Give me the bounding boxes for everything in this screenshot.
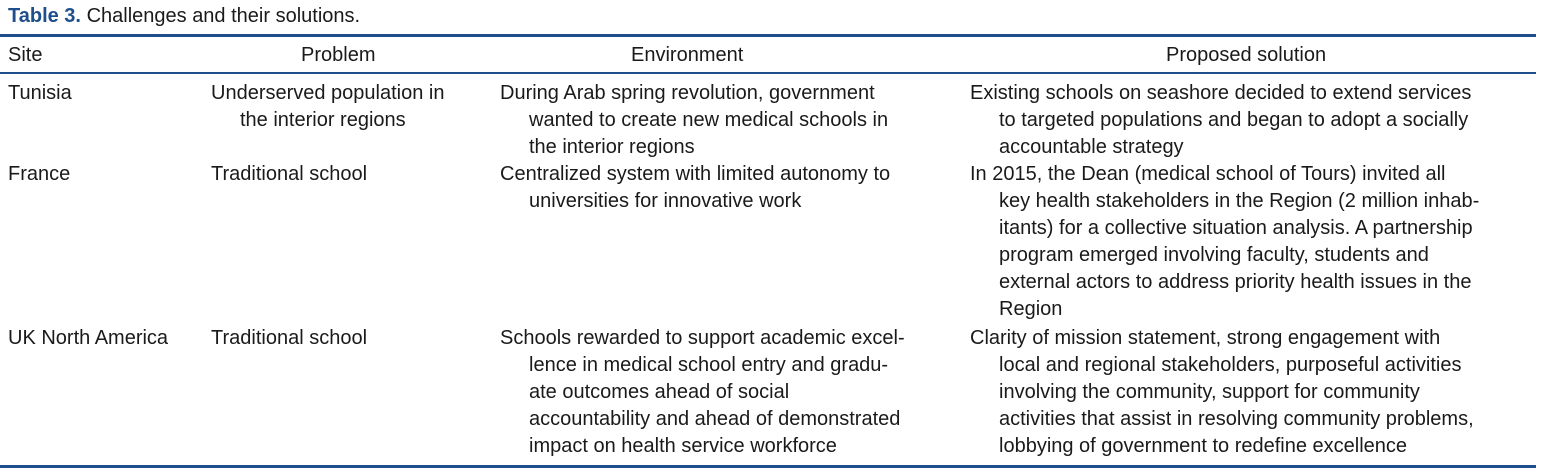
solution-line: to targeted populations and began to adopt a socially [999, 109, 1469, 131]
table-row-tunisia-site: Tunisia [8, 82, 72, 104]
problem-line: Traditional school [211, 327, 368, 349]
solution-line: key health stakeholders in the Region (2 million inhab- [999, 190, 1480, 212]
table-row-tunisia-solution [970, 80, 1471, 161]
header-environment: Environment [631, 44, 744, 66]
table-row-tunisia-environment [500, 80, 888, 161]
environment-line: Centralized system with limited autonomy to [500, 163, 891, 185]
solution-line: activities that assist in resolving community problems, [999, 408, 1474, 430]
table-number: Table 3. [8, 5, 81, 27]
environment-line: Schools rewarded to support academic excel- [500, 327, 905, 349]
solution-line: itants) for a collective situation analysis. A partnership [999, 217, 1473, 239]
solution-line: program emerged involving faculty, students and [999, 244, 1429, 266]
environment-line: universities for innovative work [529, 190, 802, 212]
header-proposed-solution: Proposed solution [1166, 44, 1327, 66]
environment-line: During Arab spring revolution, government [500, 82, 875, 104]
header-site: Site [8, 44, 43, 66]
header-problem: Problem [301, 44, 376, 66]
table-row-france-problem [211, 161, 367, 188]
environment-line: accountability and ahead of demonstrated [529, 408, 901, 430]
environment-line: lence in medical school entry and gradu- [529, 354, 889, 376]
solution-line: Clarity of mission statement, strong engagement with [970, 327, 1441, 349]
bottom-rule [0, 465, 1536, 468]
solution-line: involving the community, support for community [999, 381, 1420, 403]
table-row-france-site: France [8, 163, 71, 185]
table-row-uk-environment [500, 325, 905, 460]
environment-line: the interior regions [529, 136, 695, 158]
table-row-uk-problem [211, 325, 367, 352]
table-caption [8, 5, 360, 28]
top-rule [0, 34, 1536, 37]
table-title: Challenges and their solutions. [86, 5, 361, 27]
environment-line: impact on health service workforce [529, 435, 837, 457]
solution-line: local and regional stakeholders, purposeful activities [999, 354, 1462, 376]
table-row-uk-site: UK North America [8, 327, 169, 349]
solution-line: accountable strategy [999, 136, 1184, 158]
solution-line: lobbying of government to redefine excellence [999, 435, 1408, 457]
problem-line: the interior regions [240, 109, 406, 131]
solution-line: external actors to address priority health issues in the [999, 271, 1472, 293]
solution-line: Region [999, 298, 1063, 320]
table-row-france-solution [970, 161, 1479, 323]
solution-line: In 2015, the Dean (medical school of Tours) invited all [970, 163, 1446, 185]
environment-line: wanted to create new medical schools in [529, 109, 889, 131]
solution-line: Existing schools on seashore decided to extend services [970, 82, 1472, 104]
problem-line: Underserved population in [211, 82, 445, 104]
environment-line: ate outcomes ahead of social [529, 381, 790, 403]
table-row-uk-solution [970, 325, 1474, 460]
table-row-france-environment [500, 161, 890, 215]
table-row-tunisia-problem [211, 80, 445, 134]
header-rule [0, 72, 1536, 74]
problem-line: Traditional school [211, 163, 368, 185]
